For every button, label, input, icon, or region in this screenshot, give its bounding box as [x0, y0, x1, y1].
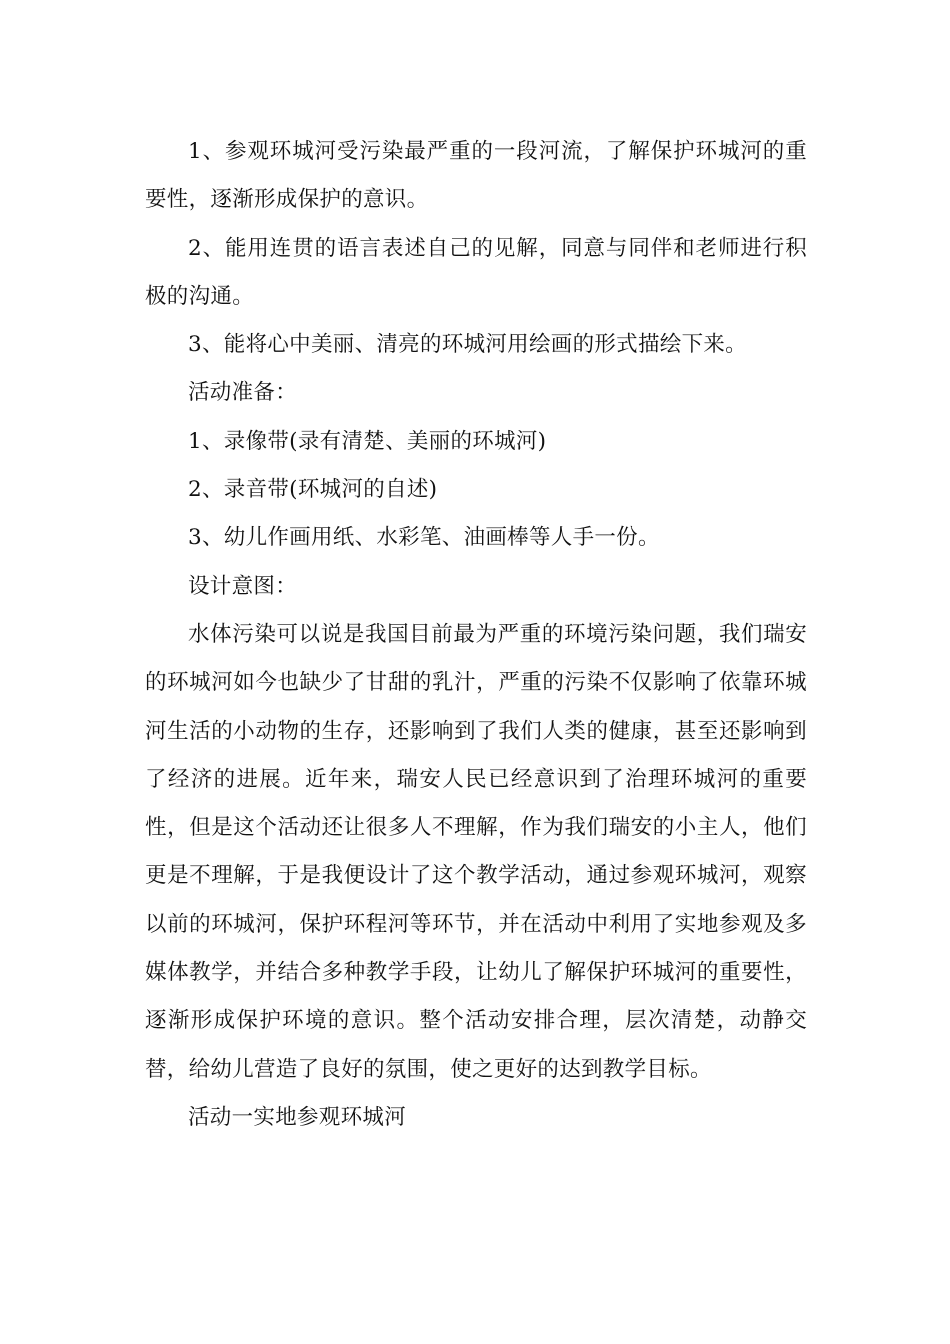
preparation-item-2: 2、录音带(环城河的自述) — [188, 477, 438, 503]
goal-2-paragraph: 2、能用连贯的语言表述自己的见解，同意与同伴和老师进行积极的沟通。 — [145, 235, 807, 309]
document-body — [145, 128, 807, 1142]
goal-3-paragraph: 3、能将心中美丽、清亮的环城河用绘画的形式描绘下来。 — [188, 332, 747, 358]
activity-one-heading: 活动一实地参观环城河 — [188, 1104, 407, 1130]
preparation-item-1: 1、录像带(录有清楚、美丽的环城河) — [188, 428, 547, 454]
design-intent-paragraph: 水体污染可以说是我国目前最为严重的环境污染问题，我们瑞安的环城河如今也缺少了甘甜的乳汁，严重的污染不仅影响了依靠环城河生活的小动物的生存，还影响到了我们人类的健康，甚至还影响到了经济的进展。近年来，瑞安人民已经意识到了治理环城河的重要性，但是这个活动还让很多人不理解，作为我们瑞安的小主人，他们更是不理解，于是我便设计了这个教学活动，通过参观环城河，观察以前的环城河，保护环程河等环节，并在活动中利用了实地参观及多媒体教学，并结合多种教学手段，让幼儿了解保护环城河的重要性，逐渐形成保护环境的意识。整个活动安排合理，层次清楚，动静交替，给幼儿营造了良好的氛围，使之更好的达到教学目标。 — [145, 621, 807, 1082]
design-intent-heading: 设计意图： — [188, 573, 298, 599]
preparation-heading: 活动准备： — [188, 380, 298, 406]
preparation-item-3: 3、幼儿作画用纸、水彩笔、油画棒等人手一份。 — [188, 525, 660, 551]
goal-1-paragraph: 1、参观环城河受污染最严重的一段河流，了解保护环城河的重要性，逐渐形成保护的意识。 — [145, 139, 807, 213]
